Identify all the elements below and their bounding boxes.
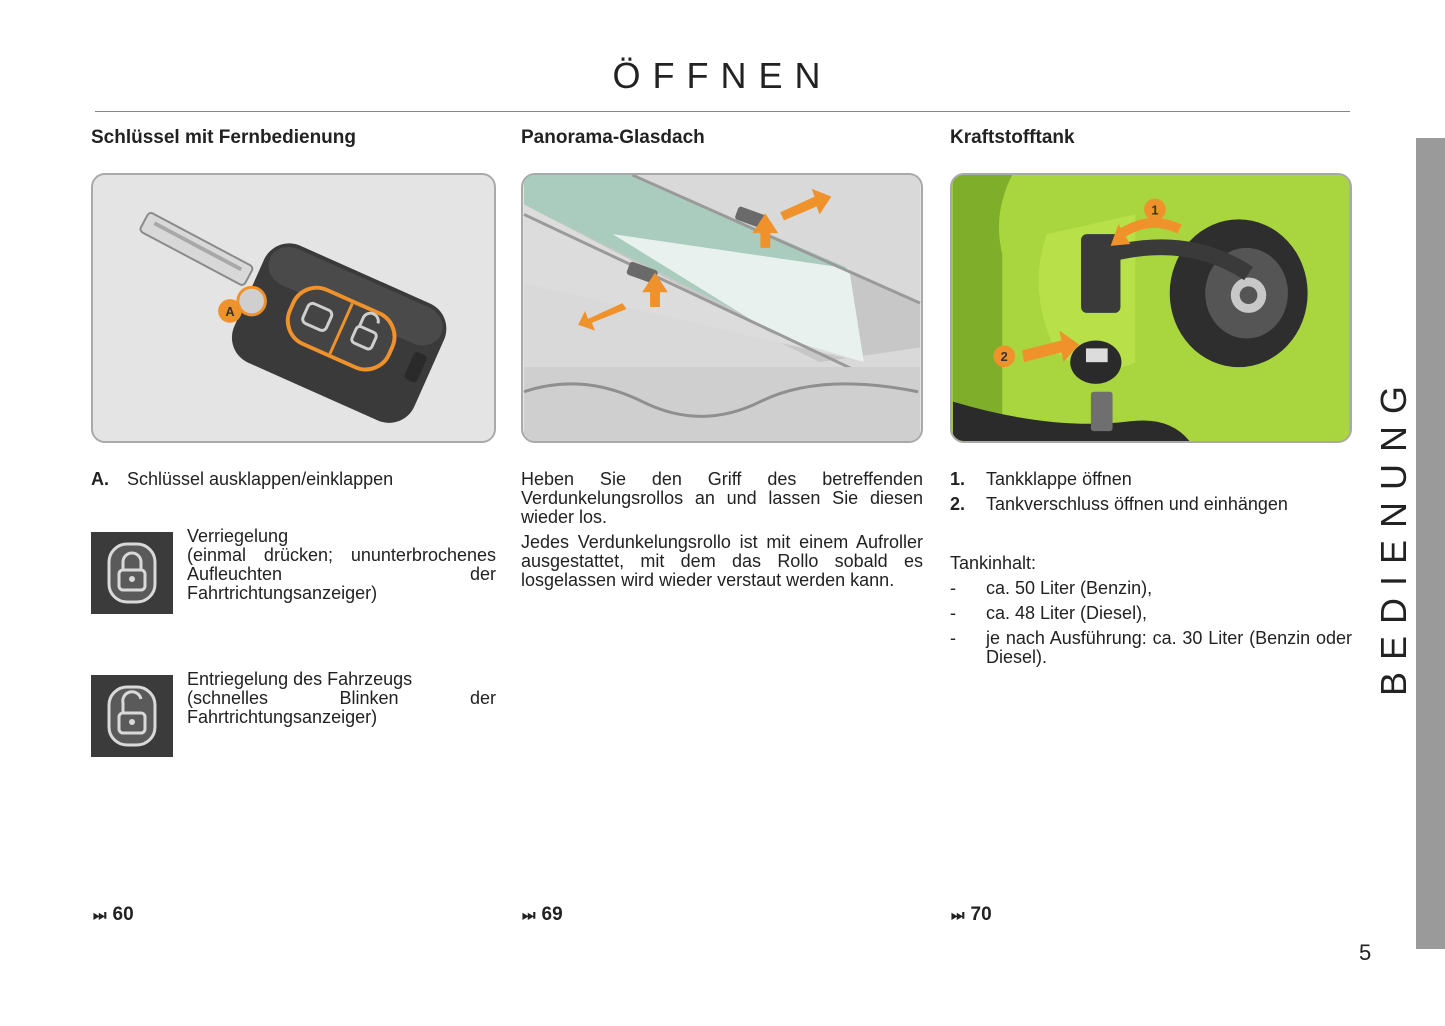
key-item (91, 470, 496, 489)
unlock-entry (91, 670, 496, 757)
roof-para-1: Heben Sie den Griff des betreffenden Verdunkelungsrollos an und lassen Sie diesen wieder los. (521, 469, 923, 527)
column-key (91, 125, 496, 757)
lock-title: Verriegelung (187, 526, 289, 546)
roof-text (521, 470, 923, 590)
figure-label-2: 2 (1000, 349, 1008, 365)
skip-forward-icon: ⏭ (951, 907, 965, 924)
heading-key: Schlüssel mit Fernbedienung (91, 127, 356, 148)
step-item: 1. Tankklappe öffnen (950, 469, 1132, 489)
skip-forward-icon: ⏭ (93, 907, 107, 924)
list-item: - ca. 50 Liter (Benzin), (950, 578, 1153, 598)
list-item: - je nach Ausführung: ca. 30 Liter (Benzin oder Diesel). (950, 628, 1352, 667)
item-label: A. (91, 469, 109, 489)
page-title: ÖFFNEN (612, 55, 833, 96)
panorama-roof-illustration (523, 175, 921, 441)
page-ref-roof[interactable]: ⏭ 69 (522, 904, 563, 925)
tank-capacity (950, 554, 1352, 667)
roof-para-2: Jedes Verdunkelungsrollo ist mit einem Aufroller ausgestattet, mit dem das Rollo sobald es losgelassen wird wieder verstaut werden kann. (521, 532, 923, 590)
section-tab-label: BEDIENUNG (1373, 373, 1414, 697)
section-tab-bar (1416, 138, 1445, 949)
lock-desc: (einmal drücken; ununterbrochenes Aufleuchten der Fahrtrichtungsanzeiger) (187, 545, 496, 603)
column-tank (950, 125, 1352, 667)
skip-forward-icon: ⏭ (522, 907, 536, 924)
unlock-title: Entriegelung des Fahrzeugs (187, 669, 413, 689)
lock-entry (91, 527, 496, 614)
capacity-list (950, 579, 1352, 667)
page-ref-key[interactable]: ⏭ 60 (93, 904, 134, 925)
step-item: 2. Tankverschluss öffnen und einhängen (950, 494, 1288, 514)
page-ref-tank[interactable]: ⏭ 70 (951, 904, 992, 925)
capacity-title: Tankinhalt: (950, 553, 1037, 573)
lock-closed-icon (91, 532, 173, 614)
figure-panorama-roof (521, 173, 923, 443)
item-text: Schlüssel ausklappen/einklappen (127, 469, 394, 489)
unlock-desc: (schnelles Blinken der Fahrtrichtungsanzeiger) (187, 688, 496, 727)
figure-fuel-tank (950, 173, 1352, 443)
figure-remote-key (91, 173, 496, 443)
title-divider (95, 111, 1350, 112)
figure-label-1: 1 (1151, 202, 1159, 218)
list-item: - ca. 48 Liter (Diesel), (950, 603, 1148, 623)
remote-key-illustration (93, 175, 494, 441)
lock-open-icon (91, 675, 173, 757)
tank-steps (950, 470, 1352, 514)
heading-roof: Panorama-Glasdach (521, 127, 705, 148)
figure-label-a: A (225, 303, 235, 319)
column-roof (521, 125, 923, 590)
page-number: 5 (1359, 940, 1372, 965)
fuel-tank-illustration (952, 175, 1350, 441)
heading-tank: Kraftstofftank (950, 127, 1075, 148)
